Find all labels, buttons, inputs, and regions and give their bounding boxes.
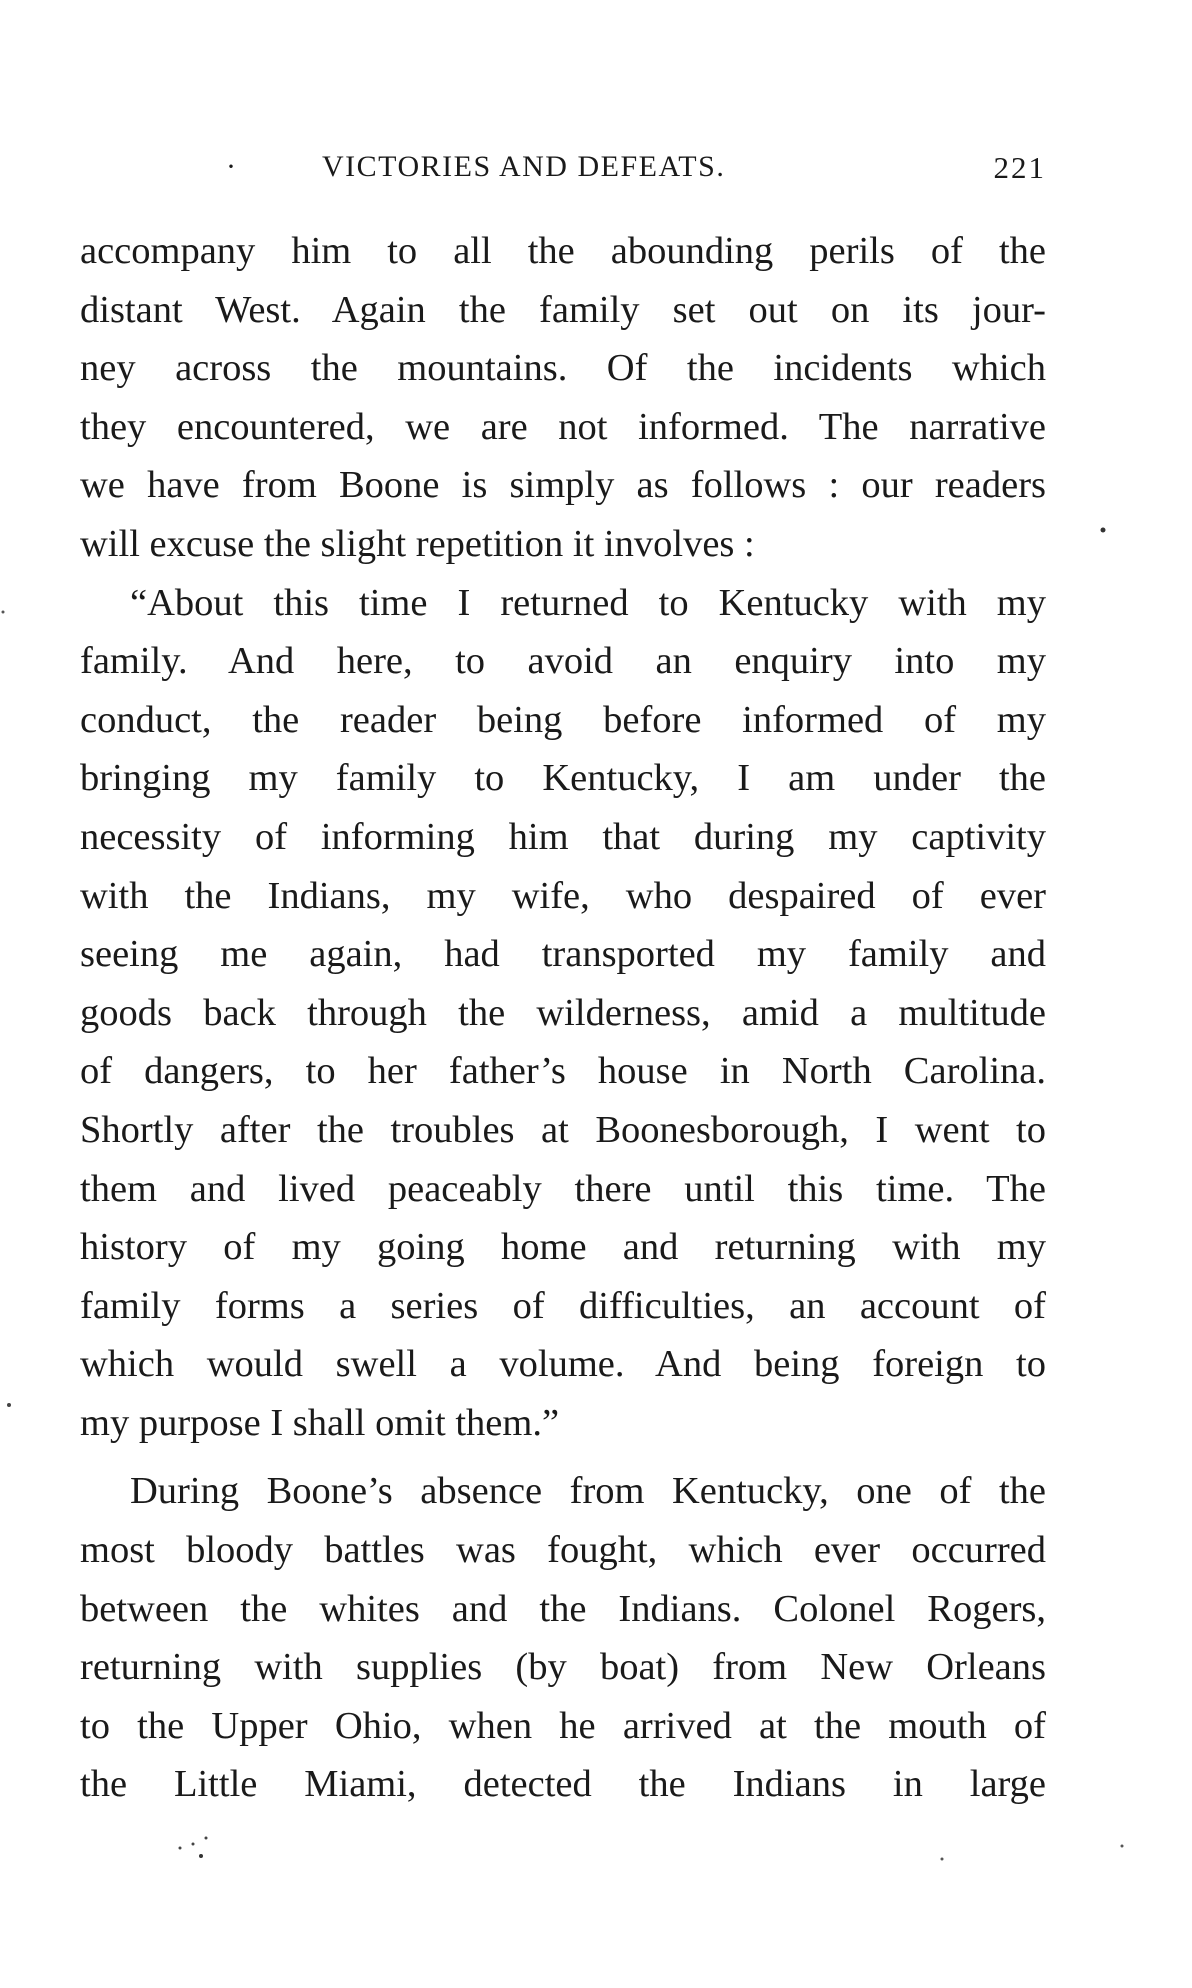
speck xyxy=(192,1843,195,1846)
text-line: between the whites and the Indians. Colonel Rogers, xyxy=(80,1587,1046,1630)
text-line: to the Upper Ohio, when he arrived at the mouth of xyxy=(80,1704,1046,1747)
text-line: seeing me again, had transported my family and xyxy=(80,933,1046,976)
text-line: During Boone’s absence from Kentucky, one of the xyxy=(130,1470,1046,1513)
speck xyxy=(7,1403,11,1407)
speck xyxy=(205,1837,208,1840)
text-line: conduct, the reader being before informed of my xyxy=(80,698,1046,741)
paragraph-gap xyxy=(80,1452,1046,1462)
text-line: distant West. Again the family set out on its jour- xyxy=(80,288,1046,331)
running-title: VICTORIES AND DEFEATS. xyxy=(322,150,726,183)
text-line: family. And here, to avoid an enquiry into my xyxy=(80,640,1046,683)
paragraph-continuation xyxy=(80,222,1046,574)
text-line: most bloody battles was fought, which ever occurred xyxy=(80,1529,1046,1572)
text-line: bringing my family to Kentucky, I am under the xyxy=(80,757,1046,800)
speck xyxy=(2,611,5,614)
speck xyxy=(199,1854,203,1858)
text-line: accompany him to all the abounding perils of the xyxy=(80,230,1046,272)
paragraph-battle xyxy=(80,1462,1046,1814)
speck xyxy=(1121,1845,1124,1848)
text-line: which would swell a volume. And being foreign to xyxy=(80,1343,1046,1386)
text-line: will excuse the slight repetition it involves : xyxy=(80,522,755,565)
speck xyxy=(941,1858,944,1861)
text-line: returning with supplies (by boat) from New Orleans xyxy=(80,1646,1046,1689)
body-text xyxy=(80,222,1046,1814)
text-line: the Little Miami, detected the Indians in large xyxy=(80,1763,1046,1806)
paragraph-boone-quote xyxy=(80,574,1046,1453)
text-line: them and lived peaceably there until this time. The xyxy=(80,1167,1046,1210)
text-line: with the Indians, my wife, who despaired of ever xyxy=(80,874,1046,917)
text-line: we have from Boone is simply as follows : our readers xyxy=(80,464,1046,507)
page-number: 221 xyxy=(993,150,1046,185)
text-line: ney across the mountains. Of the incidents which xyxy=(80,347,1046,390)
page-header xyxy=(80,146,1046,190)
text-line: history of my going home and returning with my xyxy=(80,1226,1046,1269)
text-line: family forms a series of difficulties, an account of xyxy=(80,1284,1046,1327)
text-line: of dangers, to her father’s house in North Carolina. xyxy=(80,1050,1046,1093)
text-line: “About this time I returned to Kentucky with my xyxy=(130,581,1046,624)
text-line: they encountered, we are not informed. The narrative xyxy=(80,405,1046,448)
text-line: my purpose I shall omit them.” xyxy=(80,1401,560,1444)
speck xyxy=(1101,528,1106,533)
text-line: Shortly after the troubles at Boonesborough, I went to xyxy=(80,1108,1046,1151)
header-ornament-dot: · xyxy=(226,150,237,183)
text-line: goods back through the wilderness, amid a multitude xyxy=(80,991,1046,1034)
speck xyxy=(179,1847,182,1850)
text-line: necessity of informing him that during my captivity xyxy=(80,815,1046,858)
